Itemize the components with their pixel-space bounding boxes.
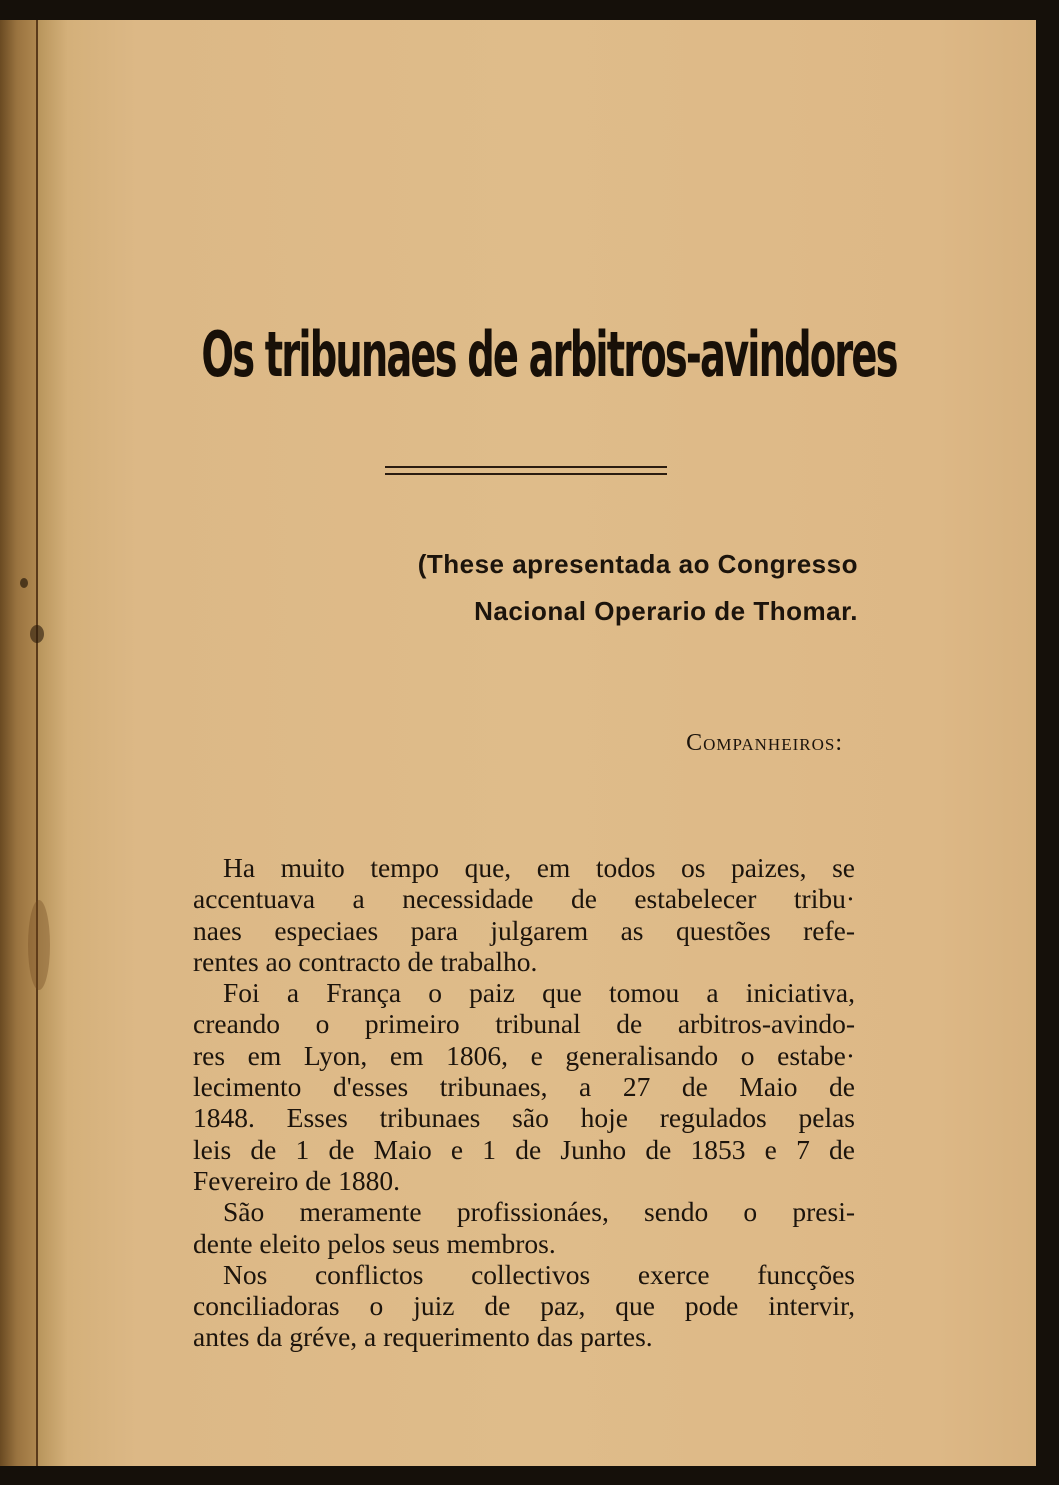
body-line: creando o primeiro tribunal de arbitros-avindo- — [193, 1008, 855, 1040]
body-line: Fevereiro de 1880. — [193, 1164, 400, 1196]
body-line: leis de 1 de Maio e 1 de Junho de 1853 e 7 de — [193, 1133, 855, 1165]
page-title: Os tribunaes de arbitros-avindores — [201, 318, 897, 391]
paper-stain — [30, 625, 44, 643]
paper-stain — [20, 578, 28, 588]
body-line: res em Lyon, em 1806, e generalisando o estabe· — [193, 1039, 855, 1071]
paper-stain — [28, 900, 50, 990]
body-line: antes da gréve, a requerimento das partes. — [193, 1321, 653, 1353]
body-line: dente eleito pelos seus membros. — [193, 1227, 556, 1259]
salutation: Companheiros: — [686, 730, 843, 756]
body-line: naes especiaes para julgarem as questões refe- — [193, 914, 855, 946]
body-line: rentes ao contracto de trabalho. — [193, 945, 538, 977]
subtitle-line-1: (These apresentada ao Congresso — [417, 549, 858, 579]
body-text — [193, 852, 855, 1353]
title-rule-bottom — [385, 473, 667, 475]
body-line: Ha muito tempo que, em todos os paizes, se — [223, 852, 855, 883]
body-line: accentuava a necessidade de estabelecer tribu· — [193, 883, 855, 915]
title-rule-top — [385, 466, 667, 468]
book-spine — [0, 20, 38, 1466]
subtitle-line-2: Nacional Operario de Thomar. — [474, 596, 858, 626]
body-line: São meramente profissionáes, sendo o presi- — [223, 1196, 855, 1228]
body-line: Foi a França o paiz que tomou a iniciativa, — [223, 977, 855, 1009]
body-line: 1848. Esses tribunaes são hoje regulados pelas — [193, 1102, 855, 1134]
body-line: conciliadoras o juiz de paz, que pode intervir, — [193, 1290, 855, 1322]
body-line: lecimento d'esses tribunaes, a 27 de Maio de — [193, 1071, 855, 1103]
body-line: Nos conflictos collectivos exerce funcções — [223, 1258, 855, 1290]
